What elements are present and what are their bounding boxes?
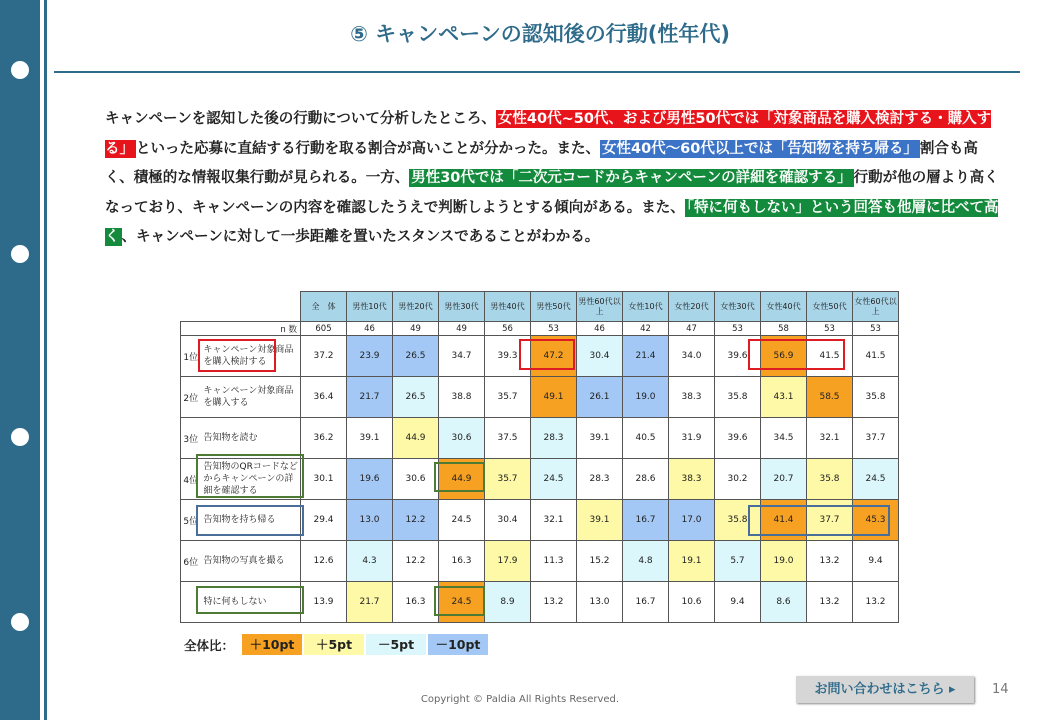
value-cell: 39.1: [577, 500, 623, 541]
summary-sentence: 、キャンペーンに対して一歩距離を置いたスタンスであることがわかる。: [121, 229, 600, 245]
column-header: 女性40代: [761, 292, 807, 322]
page-number: 14: [992, 682, 1009, 697]
legend-plus10: ＋10pt: [242, 634, 302, 655]
highlight-box-green: [434, 586, 485, 616]
value-cell: 24.5: [439, 500, 485, 541]
value-cell: 30.6: [439, 418, 485, 459]
binder-hole: [11, 245, 29, 263]
value-cell: 43.1: [761, 377, 807, 418]
value-cell: 29.4: [301, 500, 347, 541]
binder-hole: [11, 61, 29, 79]
value-cell: 38.8: [439, 377, 485, 418]
value-cell: 12.2: [393, 541, 439, 582]
row-label: 告知物のQRコードなどからキャンペーンの詳細を確認する: [201, 459, 301, 500]
value-cell: 30.1: [301, 459, 347, 500]
n-cell: 56: [485, 322, 531, 336]
n-cell: 42: [623, 322, 669, 336]
n-cell: 53: [715, 322, 761, 336]
summary-sentence: 割合も高く、積極的な情報収集行動が見られる。一方、: [105, 140, 978, 186]
rank-cell: 6位: [181, 541, 201, 582]
header-row: [181, 292, 899, 322]
value-cell: 37.7: [807, 500, 853, 541]
column-header: 男性40代: [485, 292, 531, 322]
value-cell: 37.5: [485, 418, 531, 459]
value-cell: 16.7: [623, 500, 669, 541]
value-cell: 30.2: [715, 459, 761, 500]
value-cell: 26.5: [393, 336, 439, 377]
n-cell: 58: [761, 322, 807, 336]
value-cell: 37.2: [301, 336, 347, 377]
summary-sentence: といった応募に直結する行動を取る割合が高いことが分かった。また、: [136, 140, 600, 157]
rank-cell: 2位: [181, 377, 201, 418]
column-header: 女性50代: [807, 292, 853, 322]
value-cell: 26.5: [393, 377, 439, 418]
n-label: n 数: [181, 322, 301, 336]
value-cell: 24.5: [531, 459, 577, 500]
value-cell: 12.6: [301, 541, 347, 582]
value-cell: 30.4: [485, 500, 531, 541]
column-header: 女性10代: [623, 292, 669, 322]
value-cell: 26.1: [577, 377, 623, 418]
row-label: 告知物を持ち帰る: [201, 500, 301, 541]
value-cell: 32.1: [531, 500, 577, 541]
value-cell: 32.1: [807, 418, 853, 459]
header-blank: [181, 292, 301, 322]
value-cell: 34.5: [761, 418, 807, 459]
contact-button[interactable]: お問い合わせはこちら ▸: [796, 676, 974, 703]
value-cell: 4.3: [347, 541, 393, 582]
column-header: 全 体: [301, 292, 347, 322]
value-cell: 47.2: [531, 336, 577, 377]
highlight-green: 「特に何もしない」という回答も他層に比べて高く: [105, 199, 999, 245]
value-cell: 21.7: [347, 582, 393, 623]
title-rule: [54, 71, 1020, 73]
rank-cell: 5位: [181, 500, 201, 541]
n-row: [181, 322, 899, 336]
value-cell: 35.7: [485, 377, 531, 418]
table-row: [181, 541, 899, 582]
value-cell: 44.9: [439, 459, 485, 500]
n-cell: 46: [577, 322, 623, 336]
value-cell: 30.6: [393, 459, 439, 500]
value-cell: 5.7: [715, 541, 761, 582]
row-label: キャンペーン対象商品を購入検討する: [201, 336, 301, 377]
value-cell: 20.7: [761, 459, 807, 500]
legend-minus5: －5pt: [366, 634, 426, 655]
value-cell: 44.9: [393, 418, 439, 459]
value-cell: 10.6: [669, 582, 715, 623]
value-cell: 35.8: [807, 459, 853, 500]
rank-cell: 3位: [181, 418, 201, 459]
value-cell: 49.1: [531, 377, 577, 418]
value-cell: 58.5: [807, 377, 853, 418]
value-cell: 37.7: [853, 418, 899, 459]
highlight-box-red: [198, 339, 276, 372]
n-cell: 53: [853, 322, 899, 336]
highlight-green: 男性30代では「二次元コードからキャンペーンの詳細を確認する」: [411, 170, 852, 186]
value-cell: 28.3: [577, 459, 623, 500]
column-header: 女性30代: [715, 292, 761, 322]
column-header: 女性20代: [669, 292, 715, 322]
value-cell: 13.2: [853, 582, 899, 623]
row-label: 告知物を読む: [201, 418, 301, 459]
value-cell: 17.0: [669, 500, 715, 541]
column-header: 男性60代以上: [577, 292, 623, 322]
rank-cell: 4位: [181, 459, 201, 500]
highlight-box-blue: [196, 505, 304, 536]
value-cell: 34.0: [669, 336, 715, 377]
value-cell: 19.1: [669, 541, 715, 582]
highlight-box-green: [434, 462, 485, 492]
value-cell: 16.3: [393, 582, 439, 623]
n-cell: 605: [301, 322, 347, 336]
value-cell: 15.2: [577, 541, 623, 582]
value-cell: 38.3: [669, 377, 715, 418]
column-header: 男性20代: [393, 292, 439, 322]
row-label: 告知物の写真を撮る: [201, 541, 301, 582]
highlight-box-green: [196, 454, 304, 498]
n-cell: 46: [347, 322, 393, 336]
n-cell: 53: [531, 322, 577, 336]
value-cell: 19.0: [623, 377, 669, 418]
value-cell: 31.9: [669, 418, 715, 459]
column-header: 男性30代: [439, 292, 485, 322]
binder-hole: [11, 613, 29, 631]
value-cell: 41.5: [853, 336, 899, 377]
value-cell: 16.3: [439, 541, 485, 582]
value-cell: 41.5: [807, 336, 853, 377]
legend-minus10: －10pt: [428, 634, 488, 655]
value-cell: 39.1: [577, 418, 623, 459]
value-cell: 8.9: [485, 582, 531, 623]
n-cell: 49: [393, 322, 439, 336]
legend-plus5: ＋5pt: [304, 634, 364, 655]
n-cell: 53: [807, 322, 853, 336]
value-cell: 16.7: [623, 582, 669, 623]
rank-cell: 1位: [181, 336, 201, 377]
value-cell: 34.7: [439, 336, 485, 377]
value-cell: 11.3: [531, 541, 577, 582]
value-cell: 36.4: [301, 377, 347, 418]
value-cell: 4.8: [623, 541, 669, 582]
value-cell: 19.0: [761, 541, 807, 582]
column-header: 女性60代以上: [853, 292, 899, 322]
value-cell: 21.4: [623, 336, 669, 377]
value-cell: 28.6: [623, 459, 669, 500]
highlight-box-blue: [748, 505, 890, 536]
value-cell: 39.3: [485, 336, 531, 377]
value-cell: 13.2: [531, 582, 577, 623]
value-cell: 39.6: [715, 418, 761, 459]
value-cell: 35.8: [715, 377, 761, 418]
value-cell: 13.2: [807, 541, 853, 582]
value-cell: 12.2: [393, 500, 439, 541]
highlight-box-red: [748, 339, 845, 370]
value-cell: 9.4: [715, 582, 761, 623]
legend-label: 全体比：: [184, 637, 235, 653]
value-cell: 9.4: [853, 541, 899, 582]
value-cell: 39.1: [347, 418, 393, 459]
highlight-box-red: [519, 339, 575, 370]
value-cell: 36.2: [301, 418, 347, 459]
value-cell: 17.9: [485, 541, 531, 582]
row-label: キャンペーン対象商品を購入する: [201, 377, 301, 418]
value-cell: 40.5: [623, 418, 669, 459]
value-cell: 45.3: [853, 500, 899, 541]
value-cell: 13.9: [301, 582, 347, 623]
summary-sentence: 行動が他の層より高くなっており、キャンペーンの内容を確認したうえで判断しようとする傾向がある。また、: [105, 170, 999, 216]
binder-line: [44, 0, 47, 720]
highlight-red: 女性40代~50代、および男性50代では「対象商品を購入検討する・購入する」: [105, 111, 992, 157]
value-cell: 8.6: [761, 582, 807, 623]
highlight-blue: 女性40代～60代以上では「告知物を持ち帰る」: [602, 140, 918, 157]
table-row: [181, 377, 899, 418]
value-cell: 23.9: [347, 336, 393, 377]
color-legend: [184, 633, 490, 656]
value-cell: 35.7: [485, 459, 531, 500]
value-cell: 19.6: [347, 459, 393, 500]
highlight-box-green: [196, 586, 304, 614]
value-cell: 28.3: [531, 418, 577, 459]
column-header: 男性10代: [347, 292, 393, 322]
copyright: Copyright © Paldia All Rights Reserved.: [420, 694, 620, 705]
summary-sentence: キャンペーンを認知した後の行動について分析したところ、: [105, 111, 496, 127]
value-cell: 38.3: [669, 459, 715, 500]
value-cell: 41.4: [761, 500, 807, 541]
value-cell: 13.0: [577, 582, 623, 623]
binder-hole: [11, 428, 29, 446]
value-cell: 35.8: [715, 500, 761, 541]
value-cell: 30.4: [577, 336, 623, 377]
value-cell: 24.5: [853, 459, 899, 500]
n-cell: 47: [669, 322, 715, 336]
n-cell: 49: [439, 322, 485, 336]
binder-strip: [0, 0, 40, 720]
row-label: 特に何もしない: [201, 582, 301, 623]
value-cell: 56.9: [761, 336, 807, 377]
table-row: [181, 418, 899, 459]
value-cell: 21.7: [347, 377, 393, 418]
value-cell: 39.6: [715, 336, 761, 377]
column-header: 男性50代: [531, 292, 577, 322]
page-title: ⑤ キャンペーンの認知後の行動(性年代): [350, 22, 730, 46]
value-cell: 35.8: [853, 377, 899, 418]
value-cell: 13.0: [347, 500, 393, 541]
value-cell: 24.5: [439, 582, 485, 623]
value-cell: 13.2: [807, 582, 853, 623]
summary-text: [105, 105, 1005, 253]
